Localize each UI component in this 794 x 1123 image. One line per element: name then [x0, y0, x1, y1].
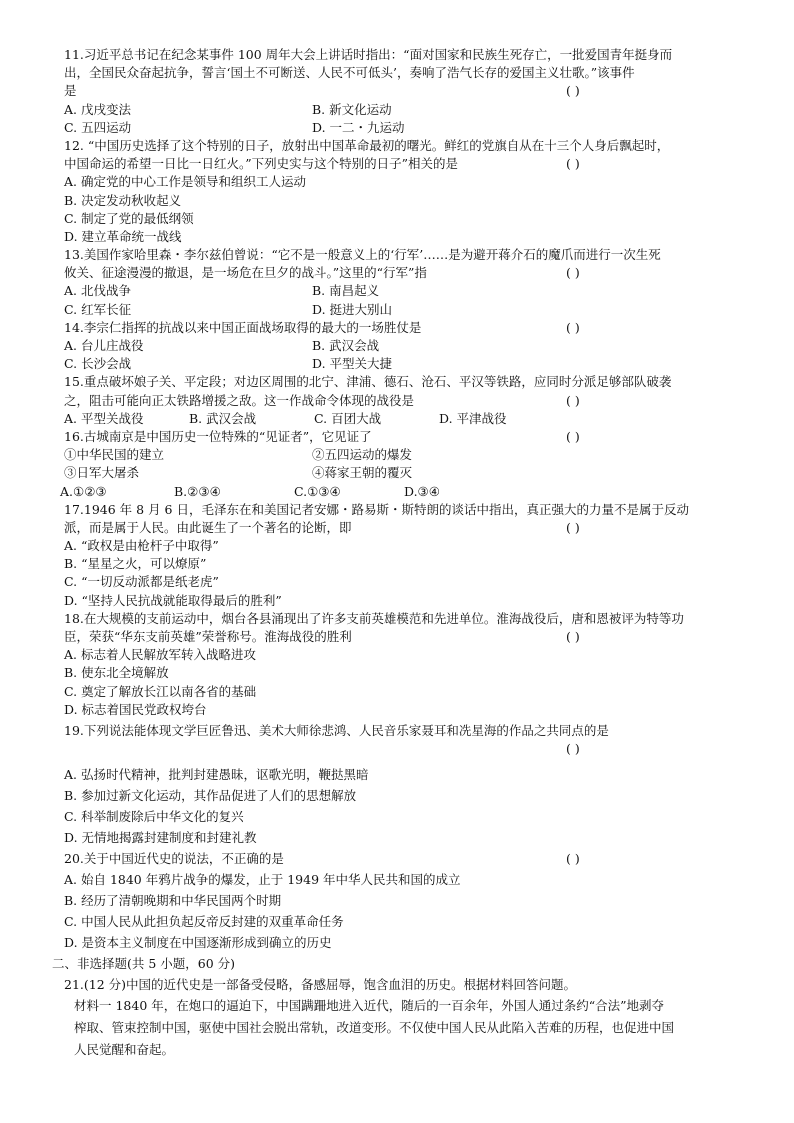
option-a: A. “政权是由枪杆子中取得”	[64, 538, 219, 554]
question-stem: 臣，荣获“华东支前英雄”荣誉称号。淮海战役的胜利	[64, 629, 352, 644]
question-stem: 攸关、征途漫漫的撤退，是一场危在旦夕的战斗。”这里的“行军”指	[64, 265, 427, 281]
exam-page	[52, 46, 744, 1061]
question-11	[64, 46, 744, 137]
material-text: 材料一 1840 年，在炮口的逼迫下，中国蹒跚地进入近代，随后的一百余年，外国人通过条约“合法”地剥夺	[74, 998, 665, 1014]
option-b: B. 参加过新文化运动，其作品促进了人们的思想解放	[64, 788, 357, 804]
option-a: A. 平型关战役	[64, 410, 144, 426]
question-18	[64, 610, 744, 719]
material-text: 人民觉醒和奋起。	[74, 1042, 175, 1058]
question-stem: 是	[64, 83, 77, 99]
option-c: C. 长沙会战	[64, 356, 132, 372]
option-a: A. 确定党的中心工作是领导和组织工人运动	[64, 174, 306, 190]
option-b: B. 武汉会战	[189, 410, 257, 426]
answer-blank: ( )	[566, 392, 580, 408]
option-b: B. 使东北全境解放	[64, 665, 169, 681]
answer-blank: ( )	[566, 629, 580, 644]
option-a: A. 始自 1840 年鸦片战争的爆发，止于 1949 年中华人民共和国的成立	[64, 872, 461, 888]
option-c: C. 奠定了解放长江以南各省的基础	[64, 683, 257, 699]
statement-4: ④蒋家王朝的覆灭	[312, 465, 413, 481]
option-a: A. 北伐战争	[64, 283, 131, 299]
answer-blank: ( )	[566, 265, 580, 281]
question-stem: 18.在大规模的支前运动中，烟台各县涌现出了许多支前英雄模范和先进单位。淮海战役后，唐和恩被评为特等功	[64, 610, 684, 626]
option-a: A. 弘扬时代精神，批判封建愚昧，讴歌光明，鞭挞黑暗	[64, 767, 369, 783]
option-b: B. 武汉会战	[312, 338, 380, 353]
question-stem: 20.关于中国近代史的说法，不正确的是	[64, 851, 284, 867]
option-d: D. 一二・九运动	[312, 119, 405, 135]
question-stem: 中国命运的希望一日比一日红火。”下列史实与这个特别的日子”相关的是	[64, 156, 459, 172]
answer-blank: ( )	[566, 851, 580, 867]
option-c: C. 科举制废除后中华文化的复兴	[64, 809, 244, 825]
option-a: A. 戊戌变法	[64, 101, 131, 117]
question-stem: 17.1946 年 8 月 6 日，毛泽东在和美国记者安娜・路易斯・斯特朗的谈话中指出，真正强大的力量不是属于反动	[64, 501, 689, 517]
option-b: B. 新文化运动	[312, 101, 392, 117]
answer-blank: ( )	[566, 83, 580, 99]
option-d: D. 是资本主义制度在中国逐渐形成到确立的历史	[64, 935, 332, 951]
option-b: B.②③④	[174, 483, 221, 499]
question-12	[64, 137, 744, 246]
question-stem: 11.习近平总书记在纪念某事件 100 周年大会上讲话时指出：“面对国家和民族生死存亡，一批爱国青年挺身而	[64, 47, 673, 62]
option-d: D. 挺进大别山	[312, 301, 393, 317]
question-13	[64, 246, 744, 319]
question-stem: 19.下列说法能体现文学巨匠鲁迅、美术大师徐悲鸿、人民音乐家聂耳和冼星海的作品之共同点的是	[64, 722, 609, 738]
option-b: B. 决定发动秋收起义	[64, 192, 182, 208]
question-14	[64, 319, 744, 374]
question-stem: 15.重点破坏娘子关、平定段；对边区周围的北宁、津浦、德石、沧石、平汉等铁路，应同时分派足够部队破袭	[64, 374, 672, 390]
option-d: D. 标志着国民党政权垮台	[64, 701, 207, 717]
answer-blank: ( )	[566, 156, 580, 172]
material-text: 榨取、管束控制中国，驱使中国社会脱出常轨，改道变形。不仅使中国人民从此陷入苦难的历程，也促进中国	[74, 1020, 675, 1036]
question-stem: 出，全国民众奋起抗争，誓言‘国土不可断送、人民不可低头’，奏响了浩气长存的爱国主义壮歌。”该事件	[64, 65, 635, 81]
option-c: C. “一切反动派都是纸老虎”	[64, 574, 219, 590]
option-d: D. 平津战役	[439, 410, 507, 426]
option-b: B. 经历了清朝晚期和中华民国两个时期	[64, 893, 282, 909]
question-16	[60, 428, 744, 501]
section-heading: 二、非选择题(共 5 小题，60 分)	[52, 956, 236, 972]
question-stem: 21.(12 分)中国的近代史是一部备受侵略，备感屈辱，饱含血泪的历史。根据材料回答问题。	[64, 977, 577, 993]
option-b: B. 南昌起义	[312, 283, 380, 299]
option-c: C. 百团大战	[314, 410, 382, 426]
statement-2: ②五四运动的爆发	[312, 447, 413, 463]
question-20	[64, 848, 744, 953]
question-15	[64, 373, 744, 428]
option-d: D. 建立革命统一战线	[64, 228, 182, 244]
question-stem: 13.美国作家哈里森・李尔兹伯曾说：“它不是一般意义上的‘行军’……是为避开蒋介石的魔爪而进行一次生死	[64, 247, 661, 263]
option-c: C. 制定了党的最低纲领	[64, 210, 194, 226]
statement-3: ③日军大屠杀	[64, 465, 140, 481]
option-a: A.①②③	[60, 483, 107, 499]
option-c: C.①③④	[294, 483, 341, 499]
option-c: C. 五四运动	[64, 119, 132, 135]
option-b: B. “星星之火，可以燎原”	[64, 556, 207, 572]
question-stem: 之，阻击可能向正太铁路增援之敌。这一作战命令体现的战役是	[64, 392, 415, 408]
question-17	[64, 501, 744, 610]
answer-blank: ( )	[566, 519, 580, 535]
question-stem: 14.李宗仁指挥的抗战以来中国正面战场取得的最大的一场胜仗是	[64, 319, 422, 335]
option-c: C. 中国人民从此担负起反帝反封建的双重革命任务	[64, 914, 344, 930]
answer-blank: ( )	[566, 428, 580, 444]
question-stem: 16.古城南京是中国历史一位特殊的“见证者”，它见证了	[64, 428, 372, 444]
question-19	[64, 722, 744, 848]
question-stem: 12. “中国历史选择了这个特别的日子，放射出中国革命最初的曙光。鲜红的党旗自从在十三个人身后飘起时，	[64, 137, 670, 153]
answer-blank: ( )	[566, 319, 580, 335]
question-21	[64, 974, 744, 1061]
option-d: D. 平型关大捷	[312, 356, 393, 372]
option-d: D.③④	[404, 483, 440, 499]
question-stem: 派，而是属于人民。由此诞生了一个著名的论断，即	[64, 519, 352, 535]
option-d: D. 无情地揭露封建制度和封建礼教	[64, 830, 257, 846]
statement-1: ①中华民国的建立	[64, 447, 165, 463]
option-d: D. “坚持人民抗战就能取得最后的胜利”	[64, 592, 282, 608]
option-a: A. 台儿庄战役	[64, 338, 144, 353]
option-c: C. 红军长征	[64, 301, 132, 317]
answer-blank: ( )	[566, 741, 580, 757]
option-a: A. 标志着人民解放军转入战略进攻	[64, 647, 256, 663]
